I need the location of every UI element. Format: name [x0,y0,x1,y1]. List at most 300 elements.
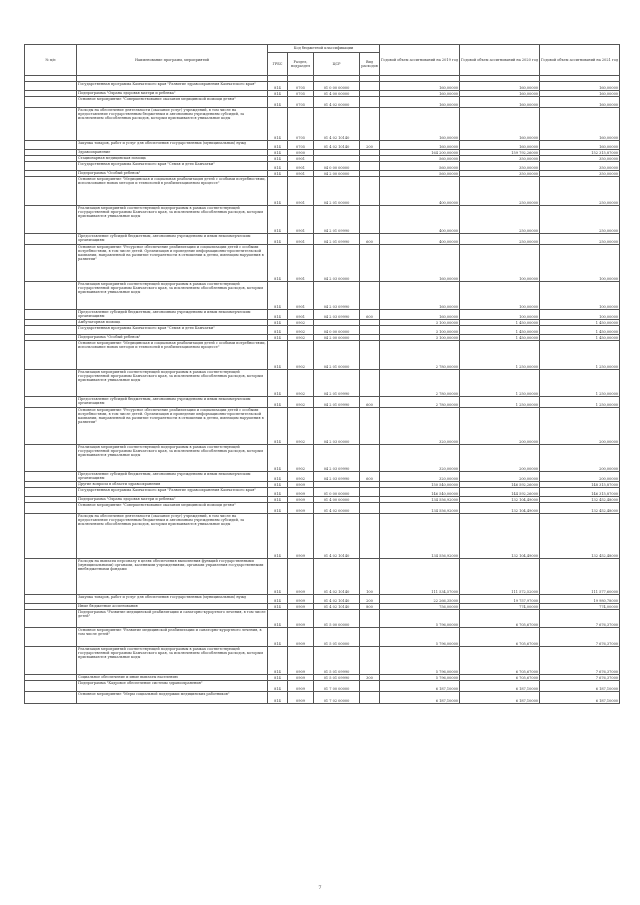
row-2019-cell: 160,00000 [380,141,460,150]
row-number-cell [25,681,77,692]
row-2021-cell: 7 676,37000 [540,610,620,628]
row-rz-cell: 0909 [288,692,314,704]
row-2019-cell: 2 780,00000 [380,370,460,397]
row-vr-cell [360,488,380,497]
row-name-cell: Государственная программа Камчатского края "Семья и дети Камчатки" [77,162,268,171]
row-2021-cell: 1 250,00000 [540,397,620,408]
table-row [25,108,620,141]
row-2021-cell: 6 187,10000 [540,681,620,692]
table-row [25,408,620,445]
row-vr-cell: 100 [360,559,380,595]
row-2020-cell: 160,00000 [460,141,540,150]
row-2021-cell: 19 980,78000 [540,595,620,604]
row-grbs-cell: 814 [268,681,288,692]
row-number-cell [25,245,77,282]
row-number-cell [25,162,77,171]
row-name-cell: Реализация мероприятий соответствующей подпрограммы в рамках соответствующей государственной программы Камчатского края, за исключением обособленных расходов, которым присваиваются уникальные коды [77,647,268,675]
row-grbs-cell: 814 [268,503,288,514]
row-grbs-cell: 814 [268,141,288,150]
row-number-cell [25,595,77,604]
row-rz-cell: 0705 [288,91,314,97]
row-number-cell [25,206,77,234]
row-csr-cell: 01 5 00 00000 [314,610,360,628]
row-grbs-cell: 814 [268,595,288,604]
row-rz-cell: 0902 [288,408,314,445]
row-csr-cell: 04 2 03 09990 [314,310,360,320]
row-2021-cell: 250,00000 [540,206,620,234]
row-2020-cell: 144 592,26000 [460,488,540,497]
row-2019-cell: 111 534,57000 [380,559,460,595]
row-2020-cell: 6 705,67000 [460,610,540,628]
row-2020-cell: 6 705,67000 [460,647,540,675]
row-2020-cell: 6 705,67000 [460,628,540,647]
table-row [25,503,620,514]
table-row [25,628,620,647]
row-csr-cell: 04 2 03 00000 [314,408,360,445]
row-2020-cell: 160,00000 [460,108,540,141]
table-row [25,282,620,310]
row-grbs-cell: 814 [268,234,288,245]
row-name-cell: Предоставление субсидий бюджетным, автономным учреждениям и иным некоммерческим организациям [77,234,268,245]
row-number-cell [25,370,77,397]
row-name-cell: Иные бюджетные ассигнования [77,604,268,610]
row-2020-cell: 350,00000 [460,156,540,162]
header-rz: Раздел, подраздел [288,53,314,76]
row-rz-cell: 0909 [288,497,314,503]
row-vr-cell [360,326,380,335]
row-grbs-cell: 814 [268,156,288,162]
row-2019-cell: 5 796,00000 [380,675,460,681]
row-vr-cell [360,82,380,91]
row-number-cell [25,177,77,206]
row-vr-cell [360,647,380,675]
row-name-cell: Здравоохранение [77,150,268,156]
row-rz-cell: 0901 [288,234,314,245]
row-2021-cell: 1 250,00000 [540,370,620,397]
row-2020-cell: 6 187,10000 [460,692,540,704]
row-2019-cell: 5 796,00000 [380,610,460,628]
row-rz-cell: 0901 [288,177,314,206]
row-name-cell: Подпрограмма "Охрана здоровья матери и ребенка" [77,497,268,503]
row-vr-cell [360,282,380,310]
row-vr-cell [360,370,380,397]
row-2020-cell: 200,00000 [460,445,540,472]
row-name-cell: Предоставление субсидий бюджетным, автономным учреждениям и иным некоммерческим организациям [77,397,268,408]
row-2021-cell: 132 452,48000 [540,503,620,514]
header-name: Наименование программ, мероприятий [77,45,268,76]
table-row [25,162,620,171]
row-2019-cell: 3 100,00000 [380,335,460,341]
row-rz-cell: 0909 [288,488,314,497]
row-name-cell: Закупка товаров, работ и услуг для обеспечения государственных (муниципальных) нужд [77,141,268,150]
row-rz-cell: 0902 [288,335,314,341]
row-grbs-cell: 814 [268,647,288,675]
row-2020-cell: 250,00000 [460,234,540,245]
row-rz-cell: 0901 [288,156,314,162]
row-2020-cell: 100,00000 [460,245,540,282]
row-rz-cell: 0902 [288,320,314,326]
row-name-cell: Амбулаторная помощь [77,320,268,326]
row-rz-cell: 0909 [288,647,314,675]
row-name-cell: Основное мероприятие "Медицинская и социальная реабилитация детей с особыми потребностями, использование новых методов и технологий в реабилитационном процессе" [77,341,268,370]
row-number-cell [25,82,77,91]
row-grbs-cell: 814 [268,604,288,610]
row-csr-cell: 04 2 00 00000 [314,171,360,177]
row-csr-cell: 01 7 02 00000 [314,692,360,704]
table-row [25,692,620,704]
row-name-cell: Реализация мероприятий соответствующей подпрограммы в рамках соответствующей государственной программы Камчатского края, за исключением обособленных расходов, которым присваиваются уникальные коды [77,282,268,310]
row-2021-cell: 1 450,00000 [540,320,620,326]
row-2019-cell: 560,00000 [380,156,460,162]
row-rz-cell: 0705 [288,97,314,108]
row-csr-cell: 04 2 00 00000 [314,335,360,341]
row-grbs-cell: 814 [268,171,288,177]
row-name-cell: Подпрограмма "Особый ребенок" [77,335,268,341]
row-grbs-cell: 814 [268,206,288,234]
row-rz-cell: 0902 [288,370,314,397]
table-row [25,595,620,604]
row-2021-cell: 160,00000 [540,82,620,91]
row-2020-cell: 1 450,00000 [460,320,540,326]
row-number-cell [25,628,77,647]
page-number: 7 [318,885,322,891]
row-vr-cell [360,514,380,559]
row-2019-cell: 400,00000 [380,234,460,245]
row-2020-cell: 250,00000 [460,177,540,206]
header-csr: ЦСР [314,53,360,76]
row-name-cell: Другие вопросы в области здравоохранения [77,482,268,488]
row-2019-cell: 400,00000 [380,177,460,206]
table-row [25,341,620,370]
row-2019-cell: 3 100,00000 [380,320,460,326]
row-2019-cell: 164 200,00000 [380,150,460,156]
row-name-cell: Подпрограмма "Развитие медицинской реабилитации и санаторно-курортного лечения, в том числе детей" [77,610,268,628]
row-grbs-cell: 814 [268,91,288,97]
row-csr-cell: 01 7 00 00000 [314,681,360,692]
row-2020-cell: 1 450,00000 [460,335,540,341]
row-number-cell [25,97,77,108]
row-rz-cell: 0705 [288,108,314,141]
row-2021-cell: 250,00000 [540,177,620,206]
row-number-cell [25,282,77,310]
row-2020-cell: 1 250,00000 [460,397,540,408]
row-name-cell: Подпрограмма "Кадровое обеспечение системы здравоохранения" [77,681,268,692]
row-number-cell [25,397,77,408]
table-row [25,514,620,559]
table-row [25,234,620,245]
row-rz-cell: 0900 [288,150,314,156]
row-2021-cell: 160,00000 [540,91,620,97]
row-csr-cell: 01 0 00 00000 [314,82,360,91]
row-name-cell: Государственная программа Камчатского края "Развитие здравоохранения Камчатского края" [77,82,268,91]
table-row [25,326,620,335]
row-2019-cell: 3 100,00000 [380,326,460,335]
row-csr-cell: 01 4 02 00000 [314,503,360,514]
row-2020-cell: 146 592,26000 [460,482,540,488]
table-row [25,206,620,234]
row-vr-cell: 600 [360,472,380,482]
row-name-cell: Предоставление субсидий бюджетным, автономным учреждениям и иным некоммерческим организациям [77,310,268,320]
row-number-cell [25,503,77,514]
row-2021-cell: 774,00000 [540,604,620,610]
row-2019-cell: 2 780,00000 [380,341,460,370]
table-row [25,610,620,628]
row-2020-cell: 160,00000 [460,97,540,108]
row-2021-cell: 152 315,87000 [540,150,620,156]
row-vr-cell [360,408,380,445]
row-vr-cell [360,245,380,282]
row-2019-cell: 320,00000 [380,445,460,472]
row-2021-cell: 200,00000 [540,445,620,472]
row-number-cell [25,141,77,150]
row-2019-cell: 6 187,10000 [380,681,460,692]
header-2021: Годовой объем ассигнований на 2021 год [540,45,620,76]
row-csr-cell: 04 2 03 09990 [314,282,360,310]
row-2021-cell: 132 452,48000 [540,514,620,559]
row-vr-cell [360,692,380,704]
row-rz-cell: 0901 [288,310,314,320]
table-row [25,647,620,675]
row-grbs-cell: 814 [268,150,288,156]
table-row [25,472,620,482]
row-rz-cell: 0909 [288,482,314,488]
row-csr-cell: 01 4 02 00000 [314,97,360,108]
row-rz-cell: 0901 [288,245,314,282]
table-row [25,177,620,206]
row-2019-cell: 6 187,10000 [380,692,460,704]
row-grbs-cell: 814 [268,245,288,282]
table-row [25,310,620,320]
row-2021-cell: 132 452,48000 [540,497,620,503]
row-grbs-cell: 814 [268,397,288,408]
table-row [25,397,620,408]
row-grbs-cell: 814 [268,335,288,341]
header-vr: Вид расходов [360,53,380,76]
table-row [25,445,620,472]
row-2020-cell: 1 250,00000 [460,341,540,370]
row-number-cell [25,408,77,445]
row-2021-cell: 160,00000 [540,97,620,108]
row-2020-cell: 111 572,52000 [460,559,540,595]
row-rz-cell: 0902 [288,472,314,482]
row-csr-cell: 04 2 01 09990 [314,206,360,234]
row-2020-cell: 774,00000 [460,604,540,610]
row-2020-cell: 1 250,00000 [460,370,540,397]
row-number-cell [25,647,77,675]
row-2021-cell: 7 676,37000 [540,628,620,647]
row-rz-cell: 0909 [288,604,314,610]
row-vr-cell: 800 [360,604,380,610]
row-rz-cell: 0901 [288,162,314,171]
row-rz-cell: 0909 [288,503,314,514]
table-row [25,97,620,108]
row-name-cell: Основное мероприятие "Ресурсное обеспечение реабилитации и социализации детей с особыми потребностями, в том числе детей. Организация и проведение информационно-просветительской кампании, направленной на развитие толерантности в отношении к детям, имеющим нарушения в развитии" [77,408,268,445]
row-csr-cell: 04 2 01 00000 [314,177,360,206]
row-grbs-cell: 814 [268,177,288,206]
row-csr-cell: 01 4 02 10140 [314,108,360,141]
row-vr-cell: 600 [360,310,380,320]
row-vr-cell: 600 [360,234,380,245]
row-csr-cell: 04 2 01 09990 [314,370,360,397]
header-grbs: ГРБС [268,53,288,76]
row-2019-cell: 160,00000 [380,82,460,91]
row-rz-cell: 0902 [288,445,314,472]
row-2019-cell: 160,00000 [380,97,460,108]
row-2020-cell: 350,00000 [460,162,540,171]
row-2021-cell: 1 450,00000 [540,326,620,335]
row-2020-cell: 6 705,67000 [460,675,540,681]
row-number-cell [25,234,77,245]
row-2019-cell: 2 780,00000 [380,397,460,408]
row-2021-cell: 160,00000 [540,141,620,150]
header-2019: Годовой объем ассигнований на 2019 год [380,45,460,76]
row-grbs-cell: 814 [268,675,288,681]
row-name-cell: Закупка товаров, работ и услуг для обеспечения государственных (муниципальных) нужд [77,595,268,604]
table-body [25,76,620,704]
row-2021-cell: 200,00000 [540,408,620,445]
row-grbs-cell: 814 [268,488,288,497]
row-2021-cell: 148 315,87000 [540,482,620,488]
row-csr-cell: 01 4 02 10140 [314,514,360,559]
row-2021-cell: 146 315,87000 [540,488,620,497]
row-vr-cell [360,628,380,647]
row-2021-cell: 111 577,60000 [540,559,620,595]
row-2020-cell: 250,00000 [460,206,540,234]
row-2020-cell: 100,00000 [460,282,540,310]
row-2020-cell: 100,00000 [460,310,540,320]
row-grbs-cell: 814 [268,482,288,488]
row-csr-cell: 01 4 00 00000 [314,497,360,503]
row-2021-cell: 6 187,10000 [540,692,620,704]
row-vr-cell [360,610,380,628]
row-2021-cell: 350,00000 [540,171,620,177]
row-rz-cell: 0902 [288,341,314,370]
row-rz-cell: 0902 [288,397,314,408]
row-2021-cell: 250,00000 [540,234,620,245]
row-grbs-cell: 814 [268,162,288,171]
table-row [25,488,620,497]
row-2019-cell: 400,00000 [380,206,460,234]
row-number-cell [25,341,77,370]
row-csr-cell: 04 2 03 00000 [314,245,360,282]
row-number-cell [25,108,77,141]
row-csr-cell: 04 2 01 09990 [314,234,360,245]
row-name-cell: Основное мероприятие "Развитие медицинской реабилитации и санаторно-курортного лечения, в том числе детей" [77,628,268,647]
row-2021-cell: 7 676,37000 [540,647,620,675]
row-2019-cell: 5 796,00000 [380,628,460,647]
row-2021-cell: 350,00000 [540,156,620,162]
row-2019-cell: 320,00000 [380,472,460,482]
row-number-cell [25,445,77,472]
row-vr-cell: 300 [360,675,380,681]
row-grbs-cell: 814 [268,282,288,310]
row-grbs-cell: 814 [268,310,288,320]
row-2021-cell: 100,00000 [540,282,620,310]
row-name-cell: Основное мероприятие "Совершенствование оказания медицинской помощи детям" [77,503,268,514]
row-csr-cell: 04 2 03 09990 [314,445,360,472]
row-number-cell [25,472,77,482]
row-rz-cell: 0909 [288,595,314,604]
row-csr-cell: 01 5 01 09990 [314,647,360,675]
row-grbs-cell: 814 [268,320,288,326]
row-vr-cell [360,97,380,108]
row-name-cell: Расходы на обеспечение деятельности (оказание услуг) учреждений, в том числе на предоставление государственным бюджетным и автономным учреждениям субсидий, за исключением обособленных расходов, которым присваиваются уникальные коды [77,108,268,141]
row-rz-cell: 0909 [288,628,314,647]
row-2021-cell: 1 450,00000 [540,335,620,341]
row-number-cell [25,514,77,559]
row-number-cell [25,326,77,335]
row-name-cell: Основное мероприятие "Совершенствование оказания медицинской помощи детям" [77,97,268,108]
row-2020-cell: 1 450,00000 [460,326,540,335]
row-2021-cell: 7 676,37000 [540,675,620,681]
row-2019-cell: 160,00000 [380,91,460,97]
row-grbs-cell: 814 [268,610,288,628]
row-2019-cell: 134 556,92000 [380,503,460,514]
row-2019-cell: 160,00000 [380,108,460,141]
row-csr-cell: 01 4 02 10140 [314,595,360,604]
row-rz-cell: 0909 [288,559,314,595]
row-grbs-cell: 814 [268,82,288,91]
budget-table [24,44,620,704]
row-name-cell: Расходы на выплаты персоналу в целях обеспечения выполнения функций государственными (муниципальными) органами, казенными учреждениями, органами управления государственными внебюджетными фондами [77,559,268,595]
row-vr-cell [360,681,380,692]
row-grbs-cell: 814 [268,326,288,335]
row-csr-cell: 01 5 01 09990 [314,675,360,681]
row-csr-cell: 01 5 01 00000 [314,628,360,647]
row-grbs-cell: 814 [268,97,288,108]
row-rz-cell: 0909 [288,675,314,681]
row-vr-cell [360,162,380,171]
row-2020-cell: 6 187,10000 [460,681,540,692]
row-name-cell: Реализация мероприятий соответствующей подпрограммы в рамках соответствующей государственной программы Камчатского края, за исключением обособленных расходов, которым присваиваются уникальные коды [77,370,268,397]
row-grbs-cell: 814 [268,341,288,370]
header-2020: Годовой объем ассигнований на 2020 год [460,45,540,76]
table-row [25,141,620,150]
row-name-cell: Стационарная медицинская помощь [77,156,268,162]
row-rz-cell: 0901 [288,206,314,234]
row-csr-cell: 01 4 02 10140 [314,604,360,610]
row-vr-cell [360,177,380,206]
table-row [25,559,620,595]
row-rz-cell: 0705 [288,82,314,91]
row-vr-cell: 200 [360,595,380,604]
row-grbs-cell: 814 [268,497,288,503]
row-name-cell: Основное мероприятие "Меры социальной поддержки медицинских работников" [77,692,268,704]
row-csr-cell: 04 2 01 09990 [314,397,360,408]
row-csr-cell: 01 4 02 10140 [314,141,360,150]
table-row [25,245,620,282]
table-row [25,370,620,397]
row-csr-cell: 04 2 01 00000 [314,341,360,370]
row-rz-cell: 0901 [288,171,314,177]
row-2019-cell: 160,00000 [380,282,460,310]
row-2020-cell: 200,00000 [460,472,540,482]
table-row [25,681,620,692]
row-vr-cell [360,108,380,141]
row-name-cell: Государственная программа Камчатского края "Семья и дети Камчатки" [77,326,268,335]
row-2019-cell: 160,00000 [380,310,460,320]
row-name-cell: Реализация мероприятий соответствующей подпрограммы в рамках соответствующей государственной программы Камчатского края, за исключением обособленных расходов, которым присваиваются уникальные коды [77,445,268,472]
row-2021-cell: 160,00000 [540,108,620,141]
row-2019-cell: 560,00000 [380,171,460,177]
row-2019-cell: 134 556,92000 [380,514,460,559]
row-2020-cell: 160,00000 [460,91,540,97]
row-csr-cell: 04 0 00 00000 [314,162,360,171]
row-2021-cell: 1 250,00000 [540,341,620,370]
row-2019-cell: 560,00000 [380,162,460,171]
row-grbs-cell: 814 [268,108,288,141]
row-name-cell: Подпрограмма "Особый ребенок" [77,171,268,177]
